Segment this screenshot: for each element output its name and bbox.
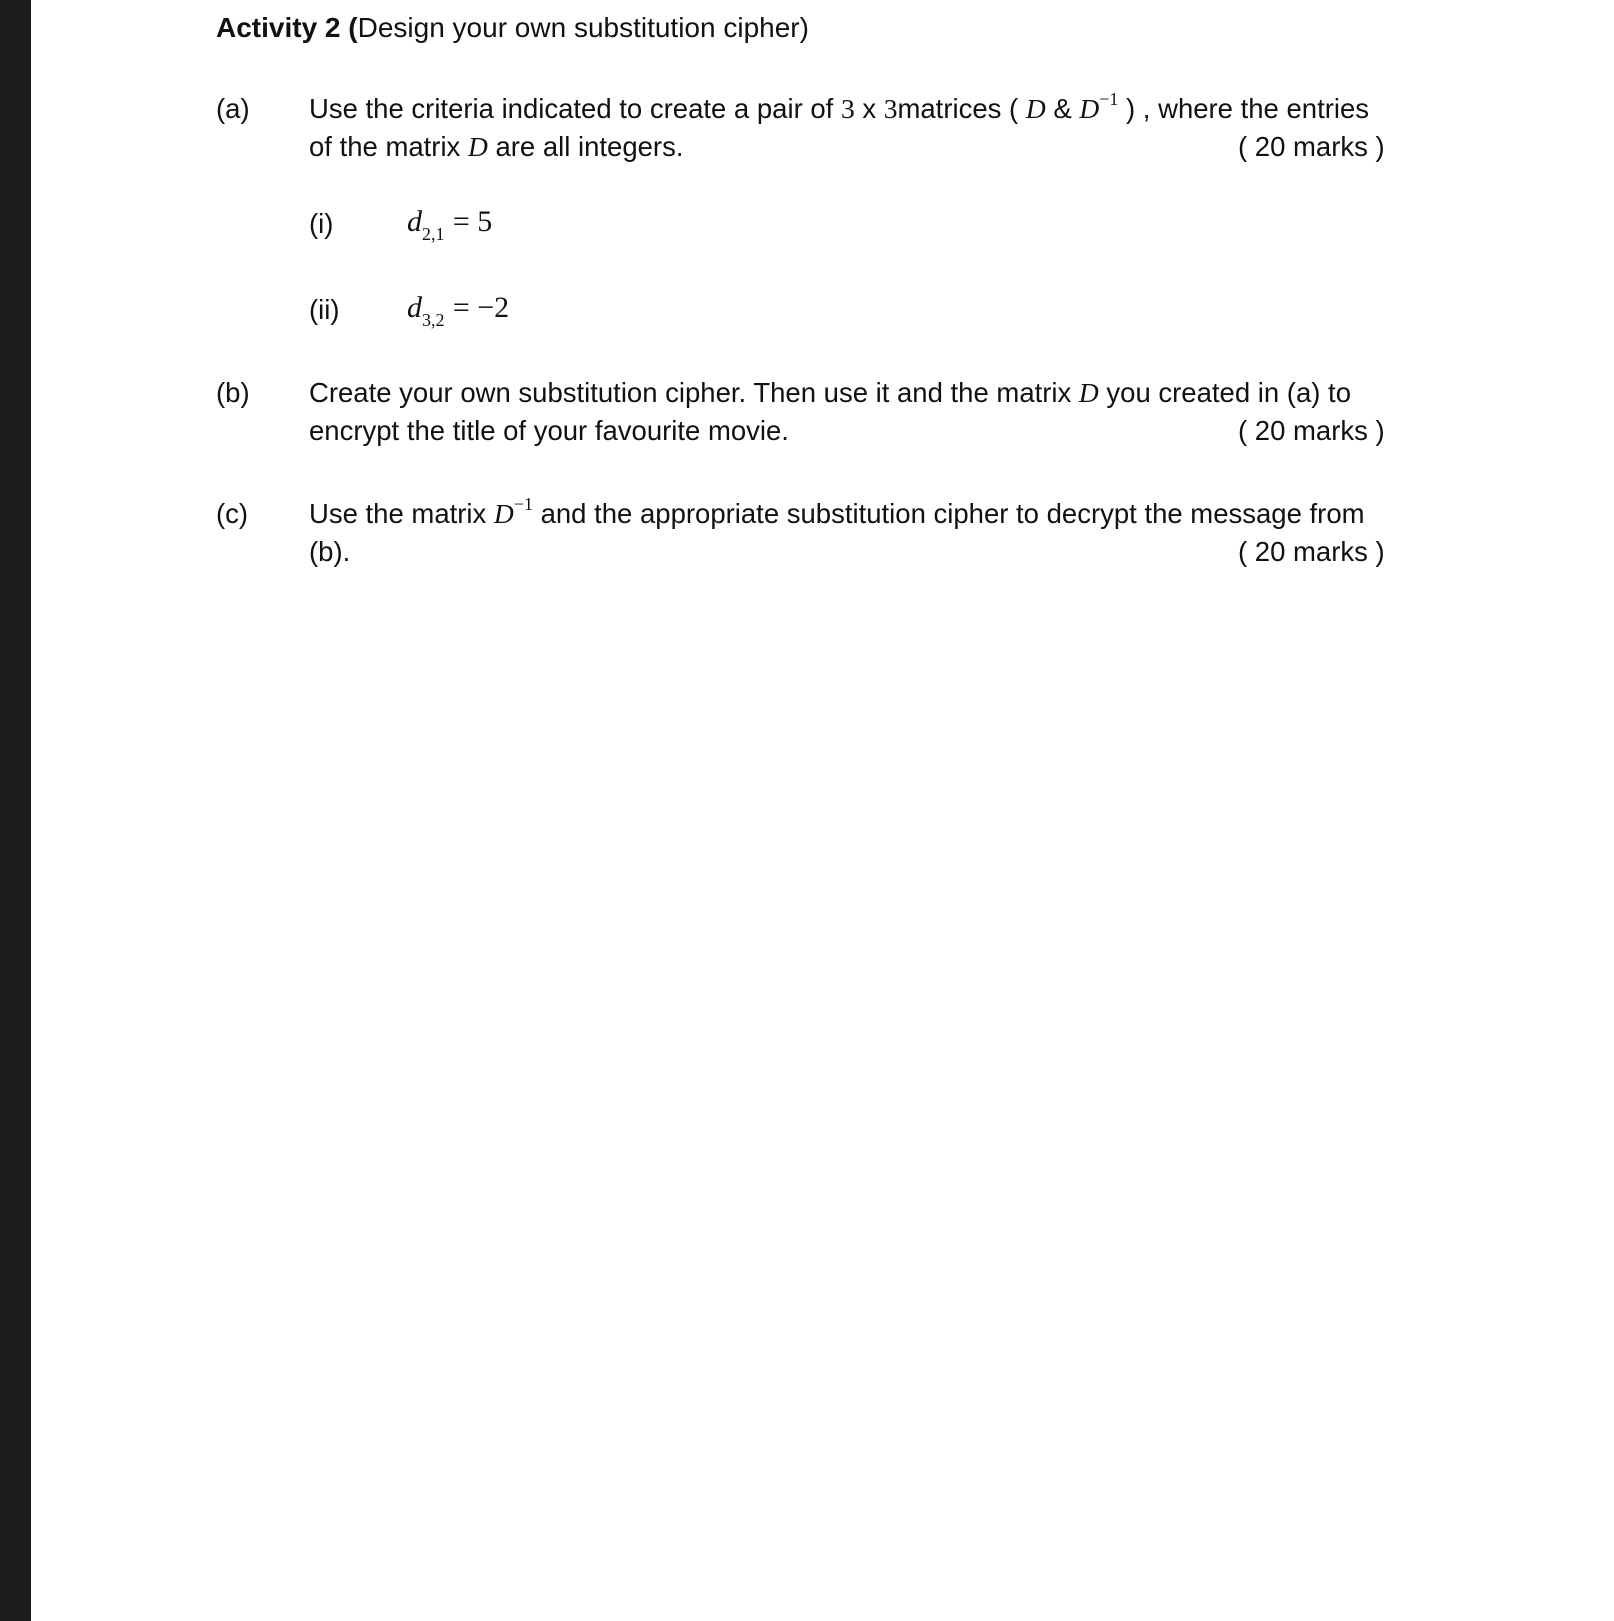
part-a-marks: ( 20 marks ) bbox=[1238, 131, 1385, 162]
part-c-line1-pre: Use the matrix bbox=[309, 498, 487, 529]
criterion-ii-label: (ii) bbox=[309, 294, 340, 325]
worksheet-page bbox=[31, 0, 1614, 1621]
part-c-line-1 bbox=[309, 496, 1365, 535]
criterion-i-var: d bbox=[407, 205, 422, 238]
part-b-marks: ( 20 marks ) bbox=[1238, 415, 1385, 446]
part-a-line1-post: ) , where the entries bbox=[1126, 93, 1370, 124]
criterion-i-label: (i) bbox=[309, 208, 334, 239]
part-b-matrix-d: D bbox=[1078, 377, 1099, 408]
part-a-matrix-d: D bbox=[1025, 93, 1046, 124]
part-a-dims-n2: 3 bbox=[883, 93, 898, 124]
part-b-line-2: encrypt the title of your favourite movie. bbox=[309, 415, 789, 446]
part-c-line1-post: and the appropriate substitution cipher to decrypt the message from bbox=[540, 498, 1365, 529]
part-b-line1-pre: Create your own substitution cipher. Then use it and the matrix bbox=[309, 377, 1072, 408]
criterion-i-rhs: = 5 bbox=[452, 205, 493, 238]
part-c-label: (c) bbox=[216, 498, 249, 529]
activity-heading-rest: Design your own substitution cipher) bbox=[357, 12, 809, 43]
part-a-ampersand: & bbox=[1053, 93, 1072, 124]
part-a-dims-x: x bbox=[862, 93, 877, 124]
part-b-line-1 bbox=[309, 375, 1351, 411]
part-c-line-2: (b). bbox=[309, 536, 351, 567]
part-b-line1-post: you created in (a) to bbox=[1106, 377, 1351, 408]
part-a-line-1 bbox=[309, 91, 1369, 130]
part-a-line1-pre: Use the criteria indicated to create a pair of bbox=[309, 93, 834, 124]
criterion-ii-subscript: 3,2 bbox=[422, 310, 445, 330]
part-b-label: (b) bbox=[216, 377, 250, 408]
criterion-i-equation bbox=[407, 204, 492, 243]
part-c-inverse-exponent: −1 bbox=[513, 494, 533, 514]
part-a-line2-post: are all integers. bbox=[495, 131, 684, 162]
part-a-matrix-d-inv: D bbox=[1079, 93, 1100, 124]
activity-heading bbox=[216, 10, 809, 46]
criterion-i-subscript: 2,1 bbox=[422, 224, 445, 244]
part-a-line2-matrix-d: D bbox=[467, 131, 488, 162]
criterion-ii-equation bbox=[407, 290, 509, 329]
part-c-matrix-d-inv: D bbox=[493, 498, 514, 529]
part-a-label: (a) bbox=[216, 93, 250, 124]
part-a-line1-mid: matrices ( bbox=[897, 93, 1019, 124]
part-a-inverse-exponent: −1 bbox=[1099, 89, 1119, 109]
criterion-ii-rhs: = −2 bbox=[452, 291, 510, 324]
part-c-marks: ( 20 marks ) bbox=[1238, 536, 1385, 567]
criterion-ii-var: d bbox=[407, 291, 422, 324]
activity-heading-bold: Activity 2 ( bbox=[216, 12, 358, 43]
part-a-line-2 bbox=[309, 129, 683, 165]
part-a-dims-n1: 3 bbox=[840, 93, 855, 124]
part-a-line2-pre: of the matrix bbox=[309, 131, 461, 162]
